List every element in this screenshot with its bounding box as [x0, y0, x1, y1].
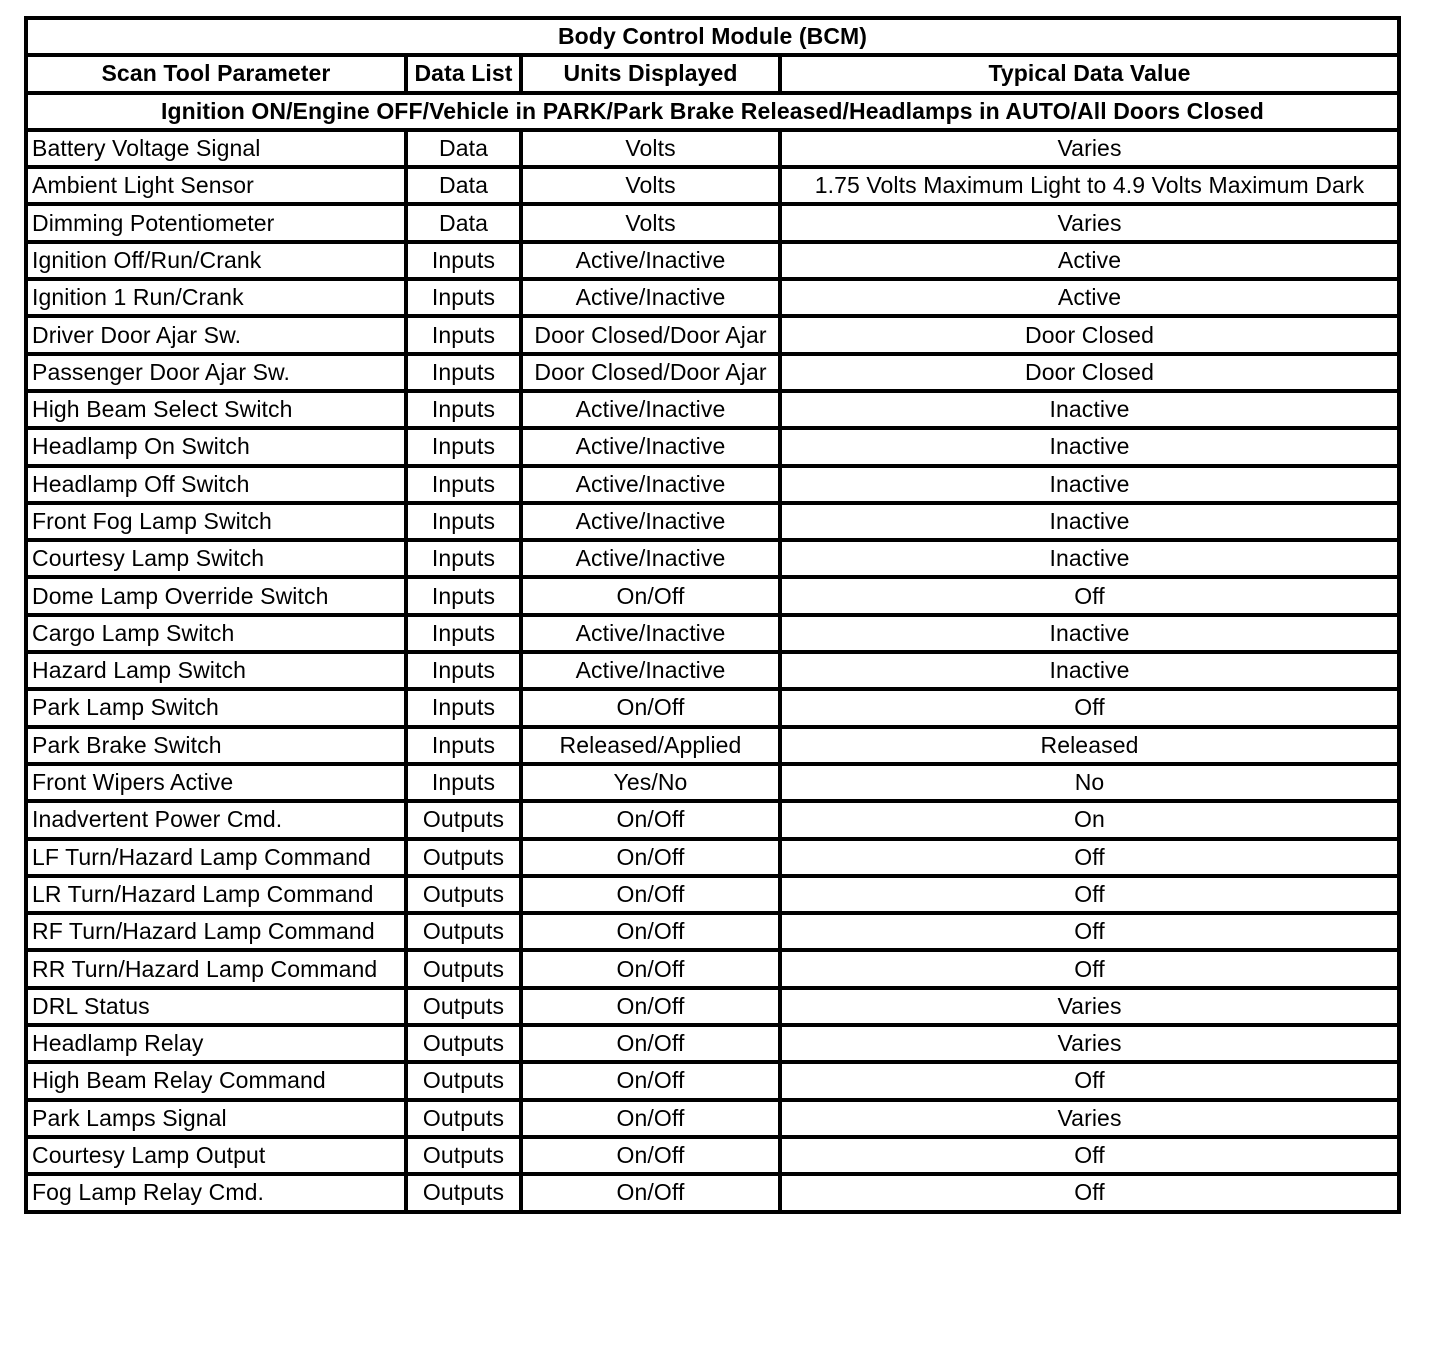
units-cell: On/Off [521, 913, 780, 950]
units-cell: On/Off [521, 839, 780, 876]
units-cell: Yes/No [521, 764, 780, 801]
units-cell: Door Closed/Door Ajar [521, 354, 780, 391]
column-header-row [26, 55, 1399, 92]
parameter-cell: Front Wipers Active [26, 764, 406, 801]
header-data-list: Data List [406, 55, 521, 92]
typical-value-cell: Varies [780, 130, 1399, 167]
parameter-cell: LF Turn/Hazard Lamp Command [26, 839, 406, 876]
parameter-cell: Cargo Lamp Switch [26, 615, 406, 652]
data-list-cell: Inputs [406, 391, 521, 428]
data-list-cell: Inputs [406, 428, 521, 465]
parameter-cell: High Beam Select Switch [26, 391, 406, 428]
data-list-cell: Inputs [406, 540, 521, 577]
data-list-cell: Inputs [406, 354, 521, 391]
table-row [26, 1100, 1399, 1137]
data-list-cell: Data [406, 204, 521, 241]
units-cell: Active/Inactive [521, 503, 780, 540]
table-row [26, 950, 1399, 987]
table-row [26, 1062, 1399, 1099]
data-list-cell: Inputs [406, 316, 521, 353]
parameter-cell: Hazard Lamp Switch [26, 652, 406, 689]
units-cell: Active/Inactive [521, 391, 780, 428]
units-cell: On/Off [521, 1137, 780, 1174]
parameter-cell: High Beam Relay Command [26, 1062, 406, 1099]
typical-value-cell: Off [780, 913, 1399, 950]
parameter-cell: Headlamp Off Switch [26, 466, 406, 503]
typical-value-cell: Inactive [780, 503, 1399, 540]
table-title: Body Control Module (BCM) [26, 18, 1399, 55]
units-cell: On/Off [521, 950, 780, 987]
units-cell: On/Off [521, 801, 780, 838]
table-row [26, 167, 1399, 204]
table-row [26, 764, 1399, 801]
units-cell: Active/Inactive [521, 540, 780, 577]
parameter-cell: Park Lamps Signal [26, 1100, 406, 1137]
typical-value-cell: On [780, 801, 1399, 838]
table-row [26, 391, 1399, 428]
parameter-cell: RR Turn/Hazard Lamp Command [26, 950, 406, 987]
data-list-cell: Data [406, 130, 521, 167]
units-cell: On/Off [521, 1174, 780, 1211]
data-list-cell: Outputs [406, 1062, 521, 1099]
table-row [26, 913, 1399, 950]
table-row [26, 130, 1399, 167]
typical-value-cell: Varies [780, 1025, 1399, 1062]
table-row [26, 1025, 1399, 1062]
parameter-cell: Inadvertent Power Cmd. [26, 801, 406, 838]
units-cell: On/Off [521, 577, 780, 614]
table-title-row [26, 18, 1399, 55]
typical-value-cell: Inactive [780, 540, 1399, 577]
typical-value-cell: Active [780, 279, 1399, 316]
table-row [26, 1137, 1399, 1174]
units-cell: Volts [521, 204, 780, 241]
table-row [26, 204, 1399, 241]
data-list-cell: Inputs [406, 727, 521, 764]
typical-value-cell: Inactive [780, 391, 1399, 428]
parameter-cell: Front Fog Lamp Switch [26, 503, 406, 540]
typical-value-cell: Varies [780, 988, 1399, 1025]
typical-value-cell: Off [780, 1137, 1399, 1174]
header-typical-data-value: Typical Data Value [780, 55, 1399, 92]
units-cell: On/Off [521, 1062, 780, 1099]
condition-row [26, 93, 1399, 130]
parameter-cell: Ignition 1 Run/Crank [26, 279, 406, 316]
typical-value-cell: Inactive [780, 615, 1399, 652]
test-condition: Ignition ON/Engine OFF/Vehicle in PARK/Park Brake Released/Headlamps in AUTO/All Doors Closed [26, 93, 1399, 130]
data-list-cell: Outputs [406, 950, 521, 987]
units-cell: Active/Inactive [521, 242, 780, 279]
table-row [26, 615, 1399, 652]
table-row [26, 988, 1399, 1025]
table-row [26, 652, 1399, 689]
data-list-cell: Inputs [406, 615, 521, 652]
typical-value-cell: Off [780, 950, 1399, 987]
typical-value-cell: Door Closed [780, 316, 1399, 353]
units-cell: On/Off [521, 1100, 780, 1137]
units-cell: On/Off [521, 1025, 780, 1062]
typical-value-cell: Inactive [780, 466, 1399, 503]
data-list-cell: Outputs [406, 1025, 521, 1062]
units-cell: Released/Applied [521, 727, 780, 764]
typical-value-cell: Door Closed [780, 354, 1399, 391]
typical-value-cell: No [780, 764, 1399, 801]
table-row [26, 839, 1399, 876]
typical-value-cell: Inactive [780, 652, 1399, 689]
units-cell: Active/Inactive [521, 279, 780, 316]
units-cell: Active/Inactive [521, 652, 780, 689]
units-cell: Active/Inactive [521, 466, 780, 503]
table-body [26, 130, 1399, 1212]
parameter-cell: LR Turn/Hazard Lamp Command [26, 876, 406, 913]
units-cell: On/Off [521, 689, 780, 726]
typical-value-cell: Off [780, 689, 1399, 726]
parameter-cell: Headlamp On Switch [26, 428, 406, 465]
parameter-cell: Headlamp Relay [26, 1025, 406, 1062]
table-row [26, 540, 1399, 577]
typical-value-cell: Varies [780, 204, 1399, 241]
data-list-cell: Inputs [406, 279, 521, 316]
parameter-cell: Battery Voltage Signal [26, 130, 406, 167]
parameter-cell: RF Turn/Hazard Lamp Command [26, 913, 406, 950]
parameter-cell: Park Brake Switch [26, 727, 406, 764]
table-row [26, 316, 1399, 353]
table-row [26, 876, 1399, 913]
data-list-cell: Outputs [406, 801, 521, 838]
data-list-cell: Inputs [406, 577, 521, 614]
data-list-cell: Outputs [406, 876, 521, 913]
parameter-cell: Driver Door Ajar Sw. [26, 316, 406, 353]
data-list-cell: Inputs [406, 242, 521, 279]
parameter-cell: Courtesy Lamp Switch [26, 540, 406, 577]
typical-value-cell: Off [780, 1062, 1399, 1099]
table-row [26, 466, 1399, 503]
parameter-cell: Dimming Potentiometer [26, 204, 406, 241]
parameter-cell: Park Lamp Switch [26, 689, 406, 726]
units-cell: Active/Inactive [521, 615, 780, 652]
table-row [26, 428, 1399, 465]
data-list-cell: Outputs [406, 988, 521, 1025]
table-row [26, 727, 1399, 764]
parameter-cell: DRL Status [26, 988, 406, 1025]
parameter-cell: Passenger Door Ajar Sw. [26, 354, 406, 391]
data-list-cell: Inputs [406, 503, 521, 540]
typical-value-cell: Inactive [780, 428, 1399, 465]
data-list-cell: Outputs [406, 1100, 521, 1137]
typical-value-cell: Released [780, 727, 1399, 764]
data-list-cell: Data [406, 167, 521, 204]
table-row [26, 354, 1399, 391]
typical-value-cell: 1.75 Volts Maximum Light to 4.9 Volts Maximum Dark [780, 167, 1399, 204]
data-list-cell: Inputs [406, 466, 521, 503]
typical-value-cell: Off [780, 577, 1399, 614]
data-list-cell: Inputs [406, 689, 521, 726]
units-cell: On/Off [521, 876, 780, 913]
parameter-cell: Courtesy Lamp Output [26, 1137, 406, 1174]
data-list-cell: Inputs [406, 652, 521, 689]
data-list-cell: Outputs [406, 839, 521, 876]
data-list-cell: Outputs [406, 1137, 521, 1174]
parameter-cell: Ignition Off/Run/Crank [26, 242, 406, 279]
data-list-cell: Inputs [406, 764, 521, 801]
header-units-displayed: Units Displayed [521, 55, 780, 92]
bcm-data-table [24, 16, 1401, 1214]
table-row [26, 801, 1399, 838]
typical-value-cell: Off [780, 1174, 1399, 1211]
units-cell: Active/Inactive [521, 428, 780, 465]
data-list-cell: Outputs [406, 913, 521, 950]
units-cell: On/Off [521, 988, 780, 1025]
typical-value-cell: Active [780, 242, 1399, 279]
typical-value-cell: Varies [780, 1100, 1399, 1137]
table-row [26, 242, 1399, 279]
data-list-cell: Outputs [406, 1174, 521, 1211]
table-row [26, 503, 1399, 540]
header-scan-tool-parameter: Scan Tool Parameter [26, 55, 406, 92]
units-cell: Volts [521, 167, 780, 204]
typical-value-cell: Off [780, 876, 1399, 913]
table-row [26, 1174, 1399, 1211]
parameter-cell: Dome Lamp Override Switch [26, 577, 406, 614]
units-cell: Volts [521, 130, 780, 167]
table-row [26, 279, 1399, 316]
parameter-cell: Ambient Light Sensor [26, 167, 406, 204]
typical-value-cell: Off [780, 839, 1399, 876]
table-row [26, 577, 1399, 614]
units-cell: Door Closed/Door Ajar [521, 316, 780, 353]
table-row [26, 689, 1399, 726]
parameter-cell: Fog Lamp Relay Cmd. [26, 1174, 406, 1211]
